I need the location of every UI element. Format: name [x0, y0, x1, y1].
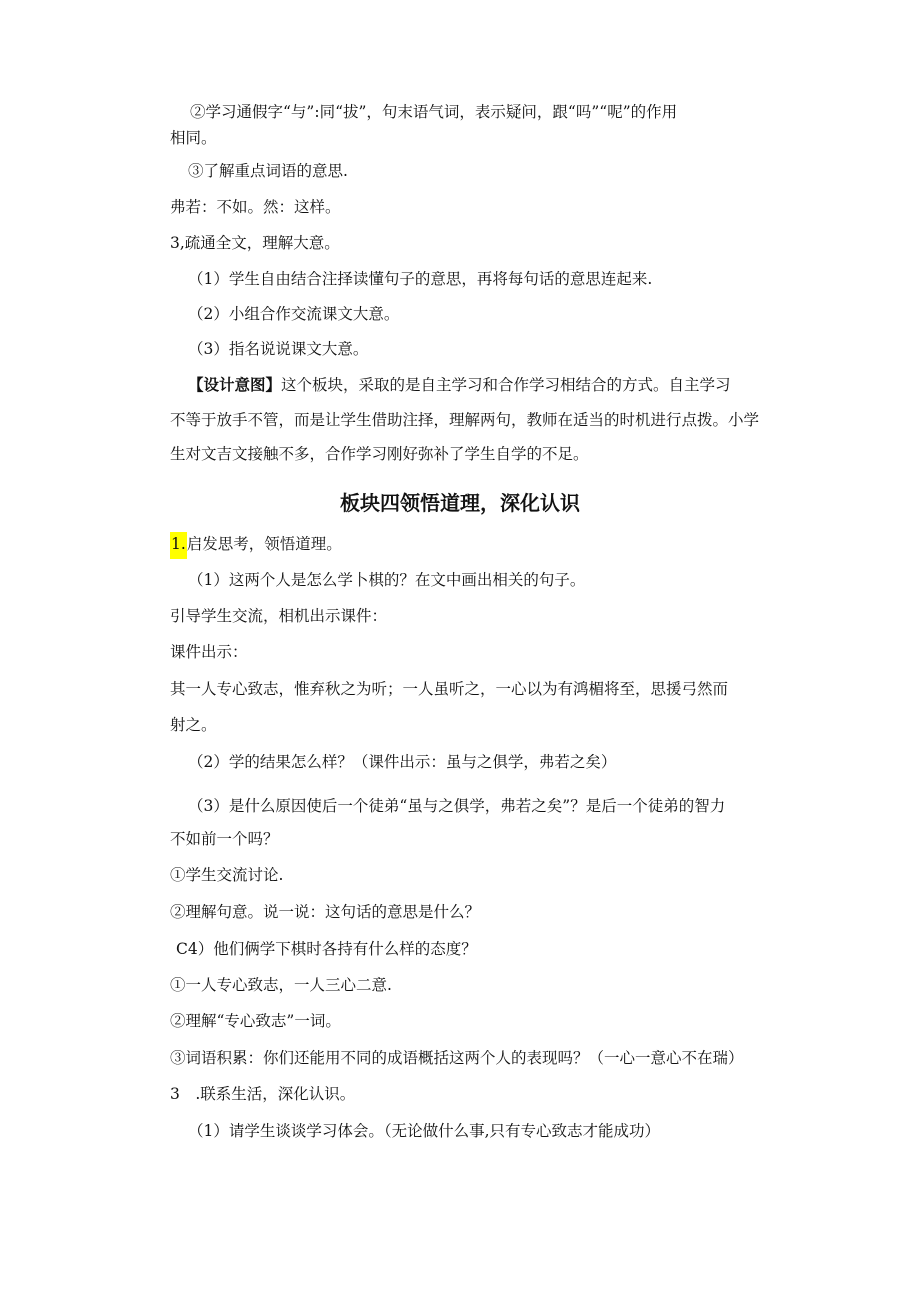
paragraph-line: 不如前一个吗？ — [170, 830, 279, 848]
paragraph-line: （1）这两个人是怎么学卜棋的？在文中画出相关的句子。 — [188, 571, 586, 589]
paragraph-line: C4）他们俩学下棋时各持有什么样的态度？ — [176, 940, 477, 958]
paragraph-line: 3,疏通全文，理解大意。 — [170, 234, 340, 252]
paragraph-line: 射之。 — [170, 716, 217, 734]
paragraph-line: ③词语积累：你们还能用不同的成语概括这两个人的表现吗？（一心一意心不在瑞） — [170, 1049, 744, 1067]
paragraph-line: 相同。 — [170, 129, 217, 147]
paragraph-line: ③了解重点词语的意思. — [188, 162, 348, 180]
paragraph-line: 引导学生交流，相机出示课件： — [170, 607, 388, 625]
paragraph-line: （1）学生自由结合注择读懂句子的意思，再将每句话的意思连起来. — [188, 270, 653, 288]
paragraph-line: 弗若：不如。然：这样。 — [170, 198, 341, 216]
paragraph-line: ①一人专心致志，一人三心二意. — [170, 976, 392, 994]
paragraph-line: （1）请学生谈谈学习体会。（无论做什么事,只有专心致志才能成功） — [188, 1122, 661, 1140]
paragraph-line: 其一人专心致志，惟弃秋之为听；一人虽听之，一心以为有鸿楣将至，思援弓然而 — [170, 680, 729, 698]
paragraph-line: ②理解句意。说一说：这句话的意思是什么？ — [170, 903, 481, 921]
section-heading: 板块四领悟道理，深化认识 — [340, 491, 580, 515]
paragraph-line: 课件出示： — [170, 643, 248, 661]
paragraph-line: 生对文吉文接触不多，合作学习刚好弥补了学生自学的不足。 — [170, 445, 589, 463]
paragraph-line: （3）指名说说课文大意。 — [188, 340, 369, 358]
list-item-text: 启发思考，领悟道理。 — [186, 535, 342, 553]
paragraph-line: （2）小组合作交流课文大意。 — [188, 305, 400, 323]
paragraph-line: ①学生交流讨论. — [170, 866, 284, 884]
paragraph-line: ②学习通假字“与”:同“拔”，句末语气词，表示疑问，跟“吗”“呢”的作用 — [190, 103, 678, 121]
paragraph-line: （3）是什么原因使后一个徒弟“虽与之俱学，弗若之矣”？是后一个徒弟的智力 — [188, 797, 726, 815]
paragraph-line: ②理解“专心致志”一词。 — [170, 1012, 341, 1030]
paragraph-line: 3 .联系生活，深化认识。 — [170, 1085, 356, 1103]
paragraph-text: 这个板块，采取的是自主学习和合作学习相结合的方式。自主学习 — [281, 376, 731, 394]
paragraph-line: 不等于放手不管，而是让学生借助注择，理解两句，教师在适当的时机进行点拨。小学 — [170, 411, 760, 429]
paragraph-line: （2）学的结果怎么样？（课件出示：虽与之俱学，弗若之矣） — [188, 753, 617, 771]
design-intent-label: 【设计意图】 — [188, 376, 282, 394]
list-item — [170, 533, 342, 555]
design-intent-paragraph — [188, 374, 731, 396]
highlighted-number: 1. — [170, 532, 187, 559]
